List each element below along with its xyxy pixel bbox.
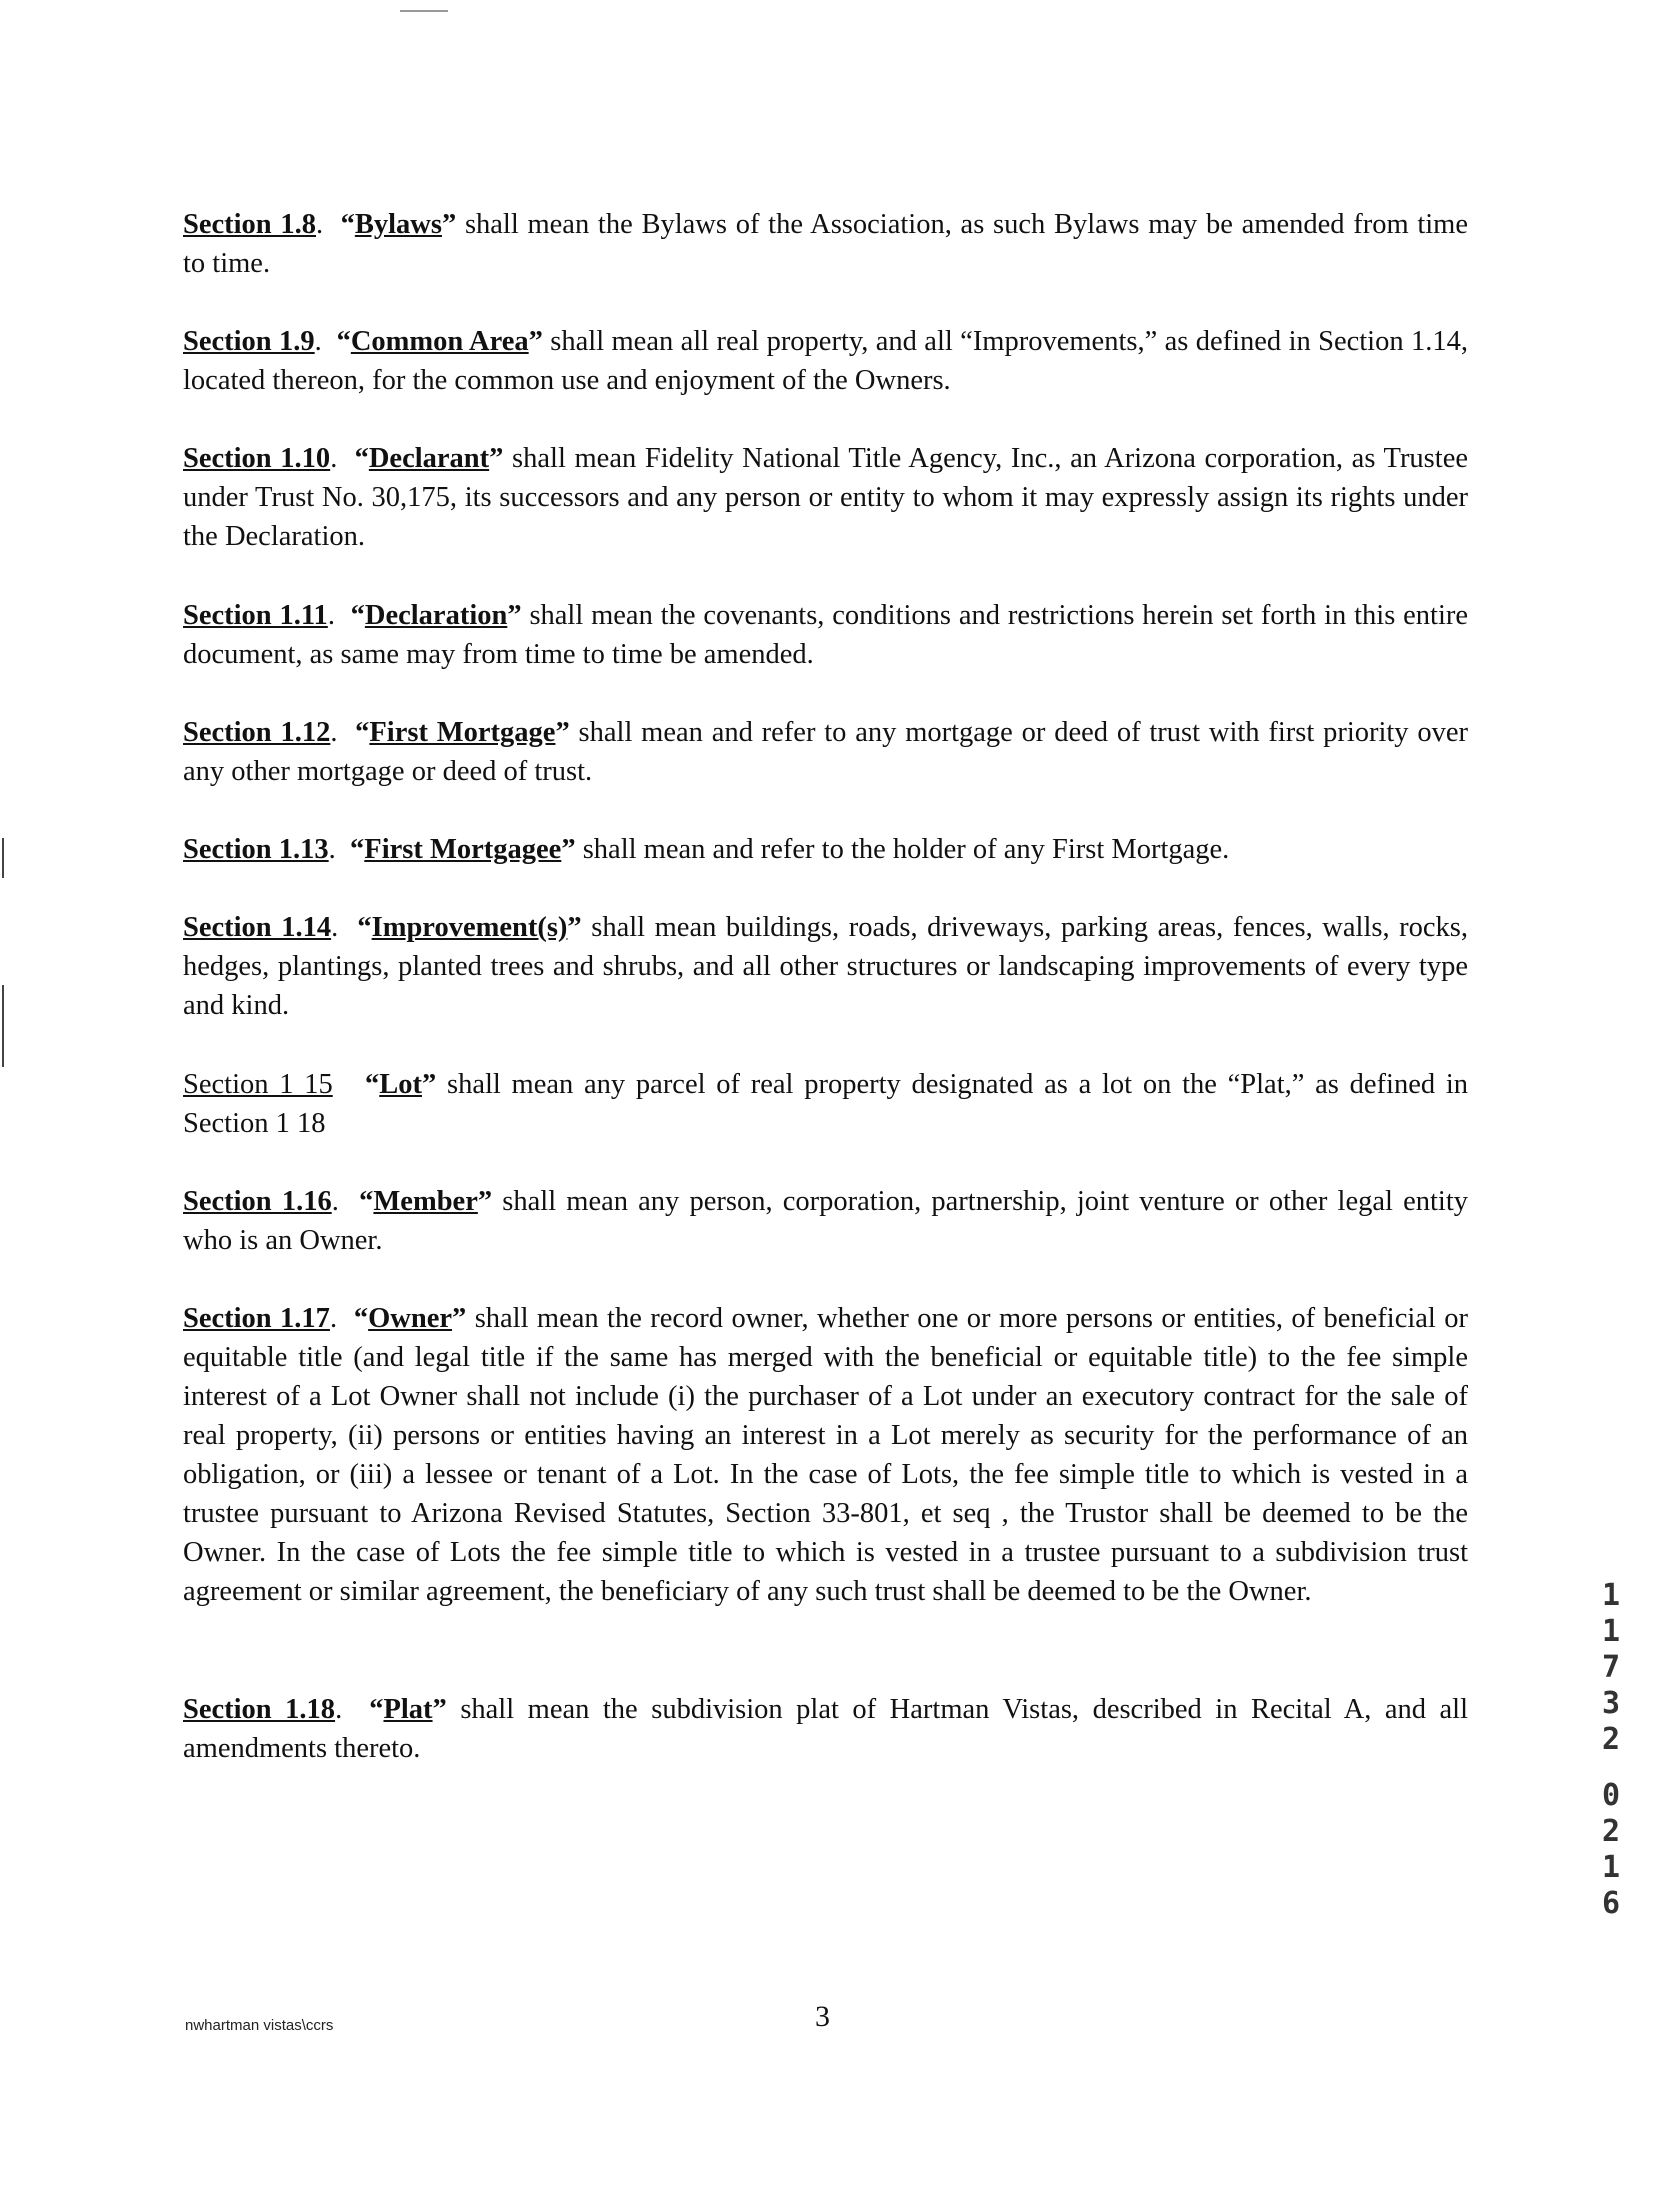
defined-term: Plat bbox=[383, 1694, 433, 1725]
defined-term: Bylaws bbox=[354, 209, 442, 240]
recording-stamp-number bbox=[1594, 1578, 1628, 1922]
section-label: Section 1.12 bbox=[183, 717, 331, 748]
stamp-digit: 2 bbox=[1601, 1722, 1621, 1757]
section-body: shall mean any parcel of real property designated as a lot on the “Plat,” as defined in Section 1 18 bbox=[183, 1069, 1469, 1139]
defined-term: Declarant bbox=[368, 443, 490, 474]
section-1-17: Section 1.17. “Owner” shall mean the record owner, whether one or more persons or entities, of beneficial or equitable title (and legal title if the same has merged with the beneficial or equitable title) to the fee simple interest of a Lot Owner shall not include (i) the purchaser of a Lot under an executory contract for the sale of real property, (ii) persons or entities having an interest in a Lot merely as security for the performance of an obligation, or (iii) a lessee or tenant of a Lot. In the case of Lots, the fee simple title to which is vested in a trustee pursuant to Arizona Revised Statutes, Section 33-801, et seq , the Trustor shall be deemed to be the Owner. In the case of Lots the fee simple title to which is vested in a trustee pursuant to a subdivision trust agreement or similar agreement, the beneficiary of any such trust shall be deemed to be the Owner. bbox=[183, 1303, 1468, 1607]
stamp-digit: 1 bbox=[1601, 1614, 1621, 1649]
defined-term: First Mortgagee bbox=[364, 834, 562, 865]
section-body: shall mean buildings, roads, driveways, parking areas, fences, walls, rocks, hedges, plantings, planted trees and shrubs, and all other structures or landscaping improvements of every type and kind. bbox=[183, 912, 1469, 1021]
section-body: shall mean the Bylaws of the Association, as such Bylaws may be amended from time to time. bbox=[183, 209, 1468, 279]
scan-mark-left-2 bbox=[2, 985, 4, 1067]
defined-term: Improvement(s) bbox=[371, 912, 568, 943]
section-1-15: Section 1 15 “Lot” shall mean any parcel of real property designated as a lot on the “Plat,” as defined in Section 1 18 bbox=[183, 1069, 1469, 1139]
section-label: Section 1.11 bbox=[183, 600, 328, 631]
stamp-digit: 1 bbox=[1601, 1578, 1621, 1613]
section-label: Section 1.17 bbox=[183, 1303, 330, 1334]
stamp-digit: 6 bbox=[1601, 1886, 1621, 1921]
section-1-8: Section 1.8. “Bylaws” shall mean the Bylaws of the Association, as such Bylaws may be amended from time to time. bbox=[183, 209, 1468, 279]
section-body: shall mean Fidelity National Title Agency, Inc., an Arizona corporation, as Trustee under Trust No. 30,175, its successors and any person or entity to whom it may expressly assign its rights under the Declaration. bbox=[183, 443, 1468, 552]
section-label: Section 1.9 bbox=[183, 326, 315, 357]
section-1-9: Section 1.9. “Common Area” shall mean all real property, and all “Improvements,” as defined in Section 1.14, located thereon, for the common use and enjoyment of the Owners. bbox=[183, 326, 1468, 396]
defined-term: Owner bbox=[368, 1303, 453, 1334]
section-1-10: Section 1.10. “Declarant” shall mean Fidelity National Title Agency, Inc., an Arizona corporation, as Trustee under Trust No. 30,175, its successors and any person or entity to whom it may expressly assign its rights under the Declaration. bbox=[183, 443, 1468, 552]
stamp-digit: 2 bbox=[1601, 1814, 1621, 1849]
section-body: shall mean the subdivision plat of Hartman Vistas, described in Recital A, and all amendments thereto. bbox=[183, 1694, 1468, 1764]
section-1-18: Section 1.18. “Plat” shall mean the subdivision plat of Hartman Vistas, described in Recital A, and all amendments thereto. bbox=[183, 1694, 1468, 1764]
section-body: shall mean the record owner, whether one or more persons or entities, of beneficial or equitable title (and legal title if the same has merged with the beneficial or equitable title) to the fee simple interest of a Lot Owner shall not include (i) the purchaser of a Lot under an executory contract for the sale of real property, (ii) persons or entities having an interest in a Lot merely as security for the performance of an obligation, or (iii) a lessee or tenant of a Lot. In the case of Lots, the fee simple title to which is vested in a trustee pursuant to Arizona Revised Statutes, Section 33-801, et seq , the Trustor shall be deemed to be the Owner. In the case of Lots the fee simple title to which is vested in a trustee pursuant to a subdivision trust agreement or similar agreement, the beneficiary of any such trust shall be deemed to be the Owner. bbox=[183, 1303, 1468, 1607]
scan-mark-left-1 bbox=[2, 838, 4, 878]
section-body: shall mean any person, corporation, partnership, joint venture or other legal entity who is an Owner. bbox=[183, 1186, 1468, 1256]
section-1-14: Section 1.14. “Improvement(s)” shall mean buildings, roads, driveways, parking areas, fences, walls, rocks, hedges, plantings, planted trees and shrubs, and all other structures or landscaping improvements of every type and kind. bbox=[183, 912, 1469, 1021]
section-body: shall mean and refer to any mortgage or deed of trust with first priority over any other mortgage or deed of trust. bbox=[183, 717, 1469, 787]
scan-mark-top bbox=[400, 10, 448, 12]
section-label: Section 1.8 bbox=[183, 209, 317, 240]
section-body: shall mean all real property, and all “Improvements,” as defined in Section 1.14, located thereon, for the common use and enjoyment of the Owners. bbox=[183, 326, 1468, 396]
section-label: Section 1.16 bbox=[183, 1186, 332, 1217]
section-label: Section 1.18 bbox=[183, 1694, 336, 1725]
defined-term: Declaration bbox=[364, 600, 508, 631]
section-1-11: Section 1.11. “Declaration” shall mean the covenants, conditions and restrictions herein set forth in this entire document, as same may from time to time be amended. bbox=[183, 600, 1469, 670]
section-1-16: Section 1.16. “Member” shall mean any person, corporation, partnership, joint venture or other legal entity who is an Owner. bbox=[183, 1186, 1468, 1256]
stamp-digit: 1 bbox=[1601, 1850, 1621, 1885]
defined-term: Member bbox=[373, 1186, 478, 1217]
defined-term: Lot bbox=[379, 1069, 422, 1100]
section-label: Section 1.14 bbox=[183, 912, 332, 943]
stamp-digit: 0 bbox=[1601, 1778, 1621, 1813]
defined-term: Common Area bbox=[350, 326, 529, 357]
section-label: Section 1.10 bbox=[183, 443, 331, 474]
stamp-digit: 3 bbox=[1601, 1686, 1621, 1721]
footer-file-path: nwhartman vistas\ccrs bbox=[185, 2017, 334, 2034]
stamp-digit: 7 bbox=[1601, 1650, 1621, 1685]
section-label: Section 1 15 bbox=[183, 1069, 333, 1100]
section-1-12: Section 1.12. “First Mortgage” shall mean and refer to any mortgage or deed of trust with first priority over any other mortgage or deed of trust. bbox=[183, 717, 1469, 787]
page-number: 3 bbox=[815, 2000, 830, 2033]
section-1-13: Section 1.13. “First Mortgagee” shall mean and refer to the holder of any First Mortgage. bbox=[183, 834, 1230, 865]
section-label: Section 1.13 bbox=[183, 834, 329, 865]
section-body: shall mean and refer to the holder of any First Mortgage. bbox=[582, 834, 1230, 865]
section-body: shall mean the covenants, conditions and restrictions herein set forth in this entire document, as same may from time to time be amended. bbox=[183, 600, 1469, 670]
defined-term: First Mortgage bbox=[369, 717, 556, 748]
